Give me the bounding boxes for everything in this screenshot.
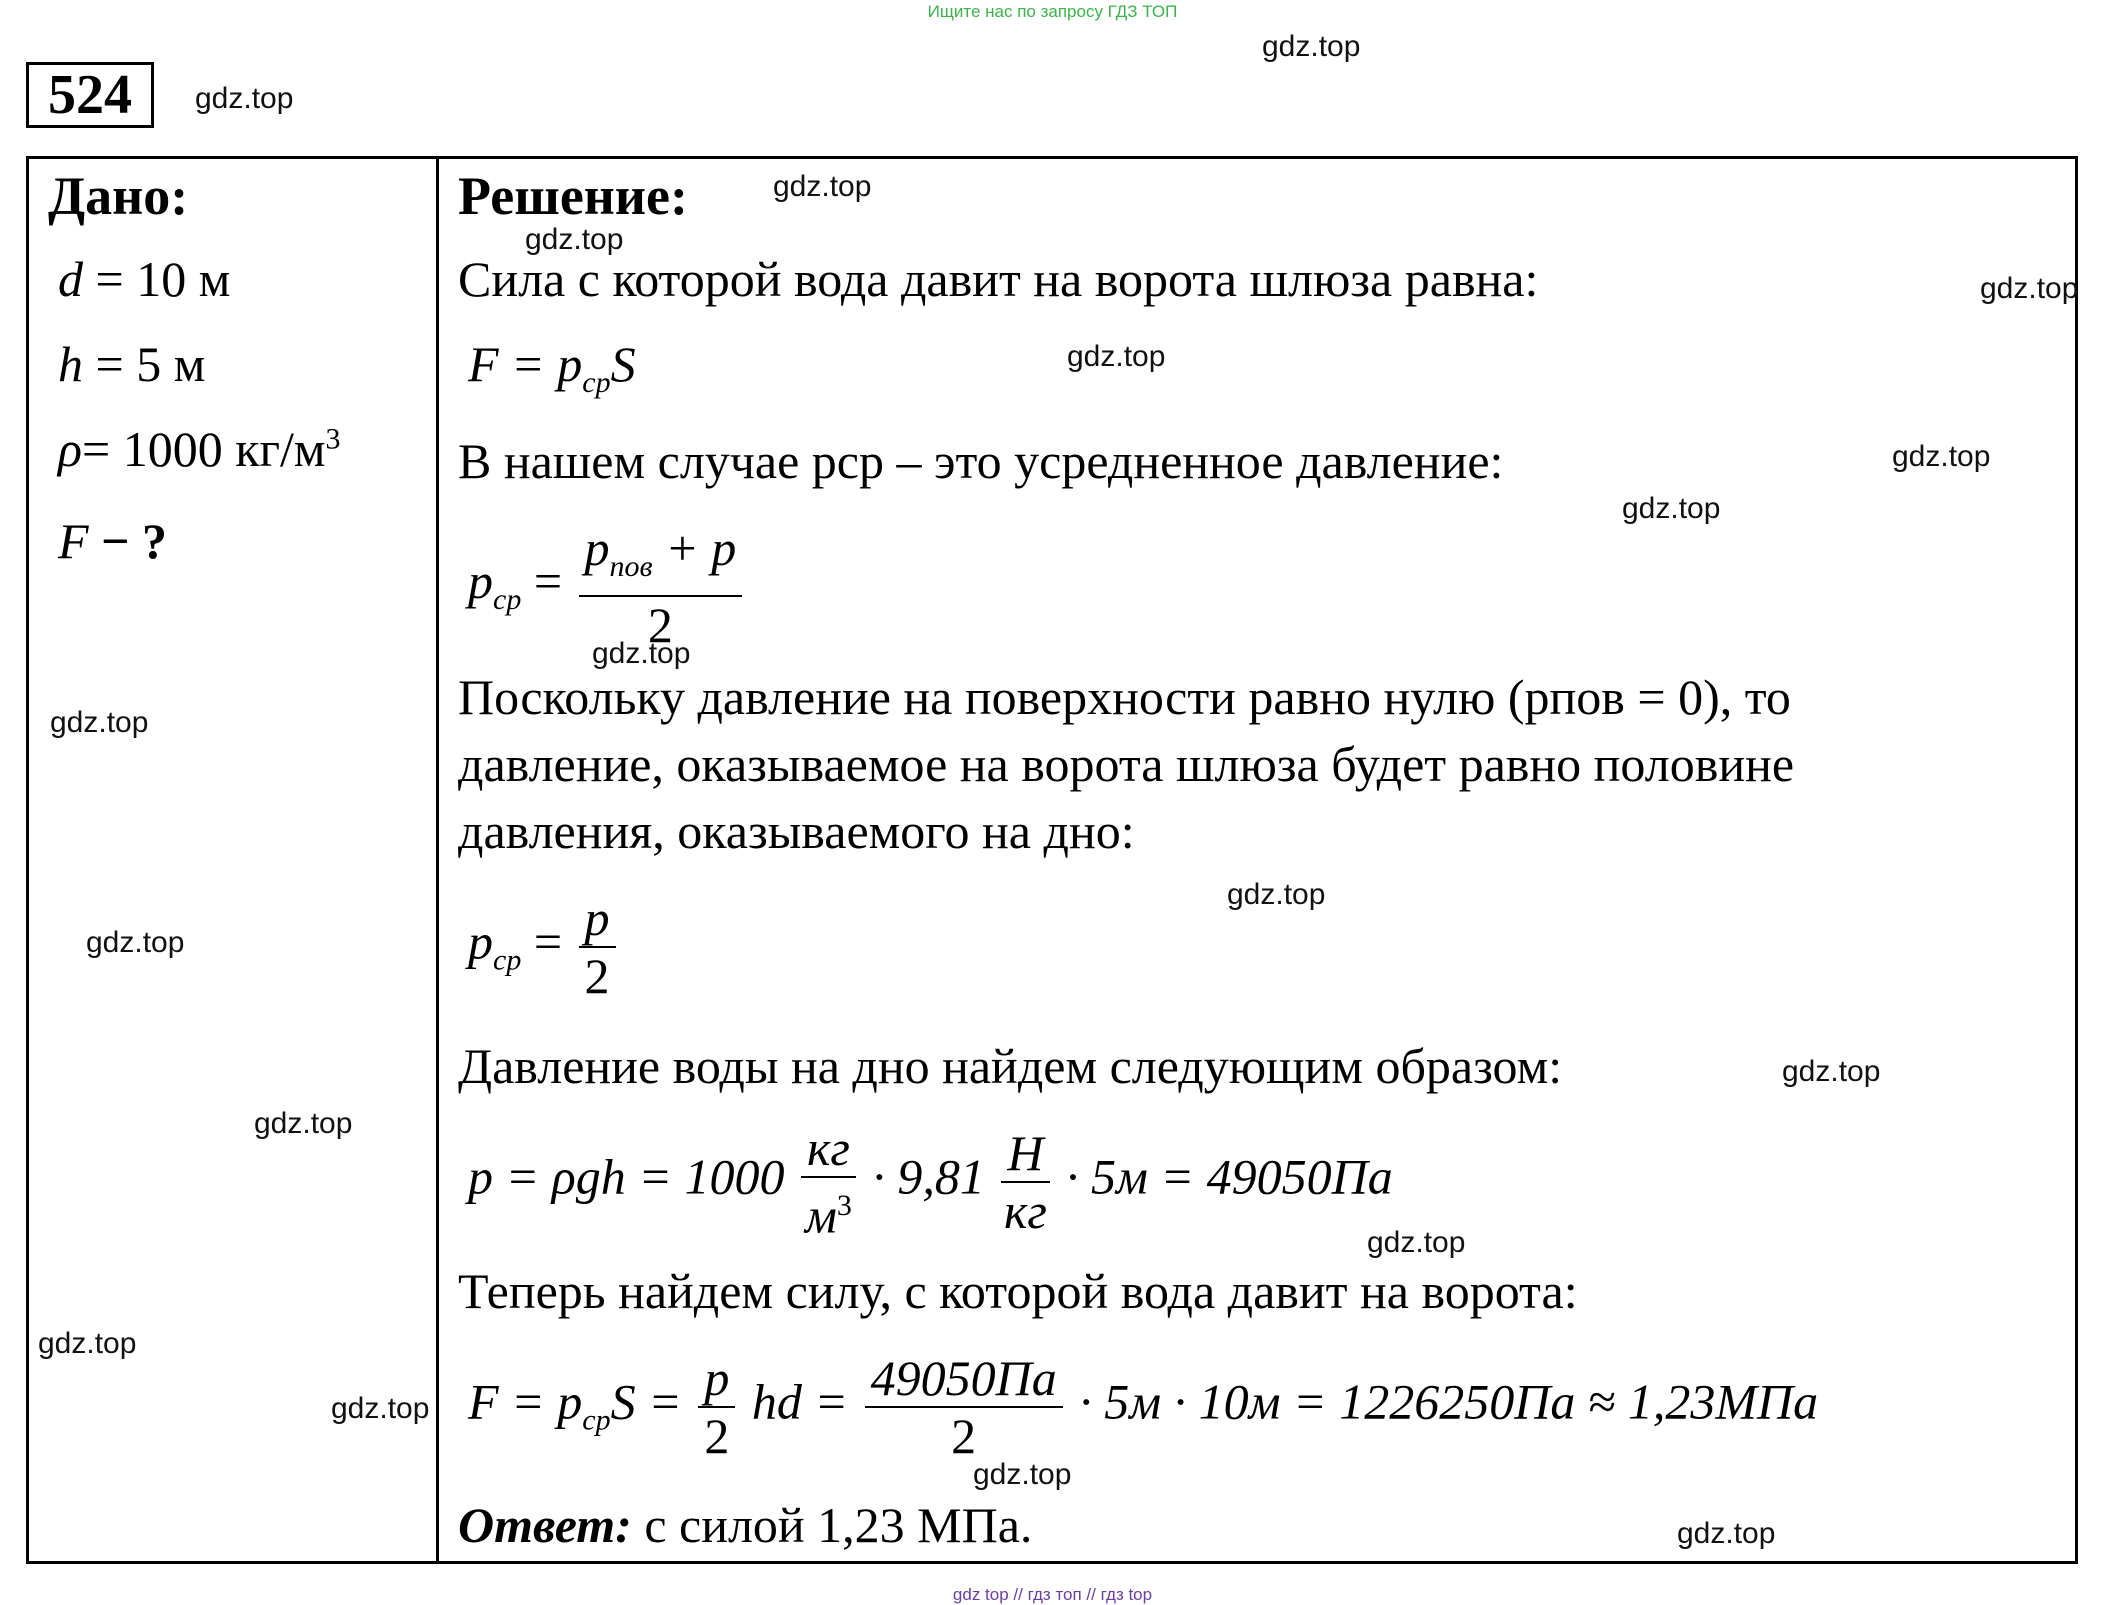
watermark: gdz.top bbox=[1067, 340, 1166, 373]
formula-bottom-pressure: p = ρgh = 1000 $\frac{кг}{м^3}$ · 9,81 $\frac{Н}{кг}$ · 5м = 49050Па bbox=[468, 1120, 1393, 1244]
watermark: gdz.top bbox=[195, 82, 294, 115]
watermark: gdz.top bbox=[1262, 30, 1361, 63]
formula-average-pressure: $p_{ср}$ = $\frac{p_{пов} + p}{2}$ bbox=[468, 520, 746, 653]
watermark: gdz.top bbox=[1980, 272, 2079, 305]
solution-line-2: В нашем случае pср – это усредненное давление: bbox=[458, 433, 1504, 489]
formula-half-pressure: $p_{ср}$ = $\frac{p}{2}$ bbox=[468, 890, 620, 1004]
footer-links: gdz top // гдз топ // гдз top bbox=[952, 1585, 1153, 1604]
watermark: gdz.top bbox=[1367, 1226, 1466, 1259]
watermark: gdz.top bbox=[331, 1392, 430, 1425]
solution-line-5: Теперь найдем силу, с которой вода давит на ворота: bbox=[458, 1263, 1578, 1319]
formula-force: $F = p_{ср}S$ bbox=[468, 336, 636, 399]
watermark: gdz.top bbox=[1892, 440, 1991, 473]
watermark: gdz.top bbox=[1677, 1517, 1776, 1550]
column-divider bbox=[436, 156, 439, 1564]
given-find: F − ? bbox=[58, 513, 168, 569]
solution-line-3c: давления, оказываемого на дно: bbox=[458, 803, 1135, 859]
watermark: gdz.top bbox=[38, 1327, 137, 1360]
given-rho: ρ= 1000 $кг/м^3$ bbox=[58, 421, 341, 477]
solution-line-3b: давление, оказываемое на ворота шлюза будет равно половине bbox=[458, 736, 1795, 792]
watermark: gdz.top bbox=[1782, 1055, 1881, 1088]
given-heading: Дано: bbox=[48, 166, 189, 226]
watermark: gdz.top bbox=[1622, 492, 1721, 525]
watermark: gdz.top bbox=[50, 706, 149, 739]
solution-line-3a: Поскольку давление на поверхности равно нулю (pпов = 0), то bbox=[458, 669, 1791, 725]
problem-number: 524 bbox=[26, 62, 154, 128]
top-search-hint: Ищите нас по запросу ГДЗ ТОП bbox=[927, 2, 1178, 21]
answer-line: Ответ: с силой 1,23 МПа. bbox=[458, 1497, 1033, 1553]
solution-line-4: Давление воды на дно найдем следующим образом: bbox=[458, 1038, 1563, 1094]
watermark: gdz.top bbox=[973, 1458, 1072, 1491]
watermark: gdz.top bbox=[254, 1107, 353, 1140]
given-h: h = 5 м bbox=[58, 336, 206, 392]
given-d: d = 10 м bbox=[58, 251, 231, 307]
formula-final-force: $F = p_{ср}S$ = $\frac{p}{2}$ hd = $\frac{49050Па}{2}$ · 5м · 10м = 1226250Па ≈ 1,23МПа bbox=[468, 1350, 1819, 1464]
solution-heading: Решение: bbox=[458, 166, 688, 226]
watermark: gdz.top bbox=[773, 170, 872, 203]
watermark: gdz.top bbox=[525, 223, 624, 256]
watermark: gdz.top bbox=[1227, 878, 1326, 911]
watermark: gdz.top bbox=[592, 637, 691, 670]
solution-line-1: Сила с которой вода давит на ворота шлюза равна: bbox=[458, 251, 1539, 307]
watermark: gdz.top bbox=[86, 926, 185, 959]
